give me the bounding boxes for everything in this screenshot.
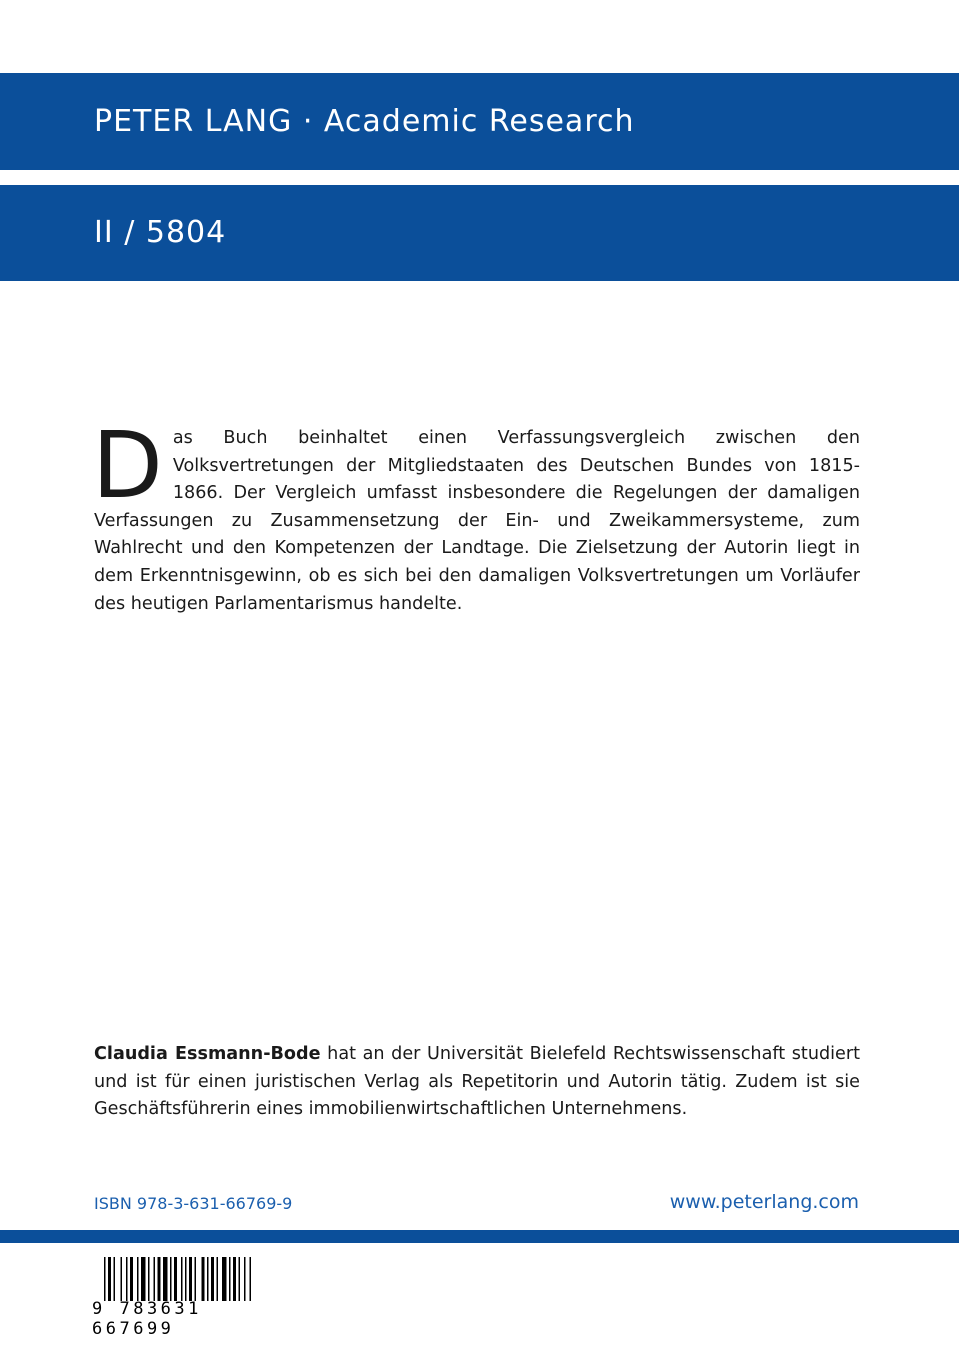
barcode-bar bbox=[174, 1257, 177, 1301]
barcode-bar bbox=[202, 1257, 205, 1301]
barcode-bar bbox=[126, 1257, 128, 1301]
barcode-bar bbox=[148, 1257, 150, 1301]
barcode-bar bbox=[217, 1257, 219, 1301]
barcode-bar bbox=[104, 1257, 106, 1301]
barcode-bar bbox=[181, 1257, 183, 1301]
website-link[interactable]: www.peterlang.com bbox=[669, 1191, 859, 1213]
barcode bbox=[92, 1257, 292, 1339]
barcode-bar bbox=[189, 1257, 192, 1301]
drop-cap: D bbox=[92, 412, 163, 519]
barcode-bar bbox=[244, 1257, 246, 1301]
author-name: Claudia Essmann-Bode bbox=[94, 1044, 321, 1064]
barcode-bar bbox=[137, 1257, 139, 1301]
barcode-bar bbox=[239, 1257, 241, 1301]
barcode-bar bbox=[170, 1257, 172, 1301]
barcode-bar bbox=[250, 1257, 252, 1301]
barcode-bar bbox=[130, 1257, 133, 1301]
series-banner bbox=[0, 73, 959, 170]
barcode-bar bbox=[195, 1257, 197, 1301]
barcode-digits: 9 783631 667699 bbox=[92, 1299, 202, 1339]
barcode-bar bbox=[185, 1257, 187, 1301]
barcode-bar bbox=[114, 1257, 116, 1301]
bottom-rule bbox=[0, 1230, 959, 1243]
bio-text: hat an der Universität Bielefeld Rechtswissenschaft studiert und ist für einen juristischen Verlag als Repetitorin und Autorin tätig. Zudem ist sie Geschäftsführerin eines immobilienwirtschaftlichen Unternehmens. bbox=[94, 1044, 860, 1120]
barcode-bar bbox=[108, 1257, 111, 1301]
barcode-bar bbox=[211, 1257, 214, 1301]
barcode-bar bbox=[154, 1257, 156, 1301]
barcode-bar bbox=[158, 1257, 161, 1301]
barcode-bars bbox=[104, 1257, 292, 1301]
abstract-paragraph bbox=[92, 412, 860, 618]
barcode-bar bbox=[229, 1257, 231, 1301]
barcode-bar bbox=[163, 1257, 168, 1301]
barcode-bar bbox=[121, 1257, 123, 1301]
barcode-bar bbox=[222, 1257, 227, 1301]
volume-banner bbox=[0, 185, 959, 281]
barcode-bar bbox=[233, 1257, 236, 1301]
abstract-text: as Buch beinhaltet einen Verfassungsvergleich zwischen den Volksvertretungen der Mitgliedstaaten des Deutschen Bundes von 1815-1866. Der Vergleich umfasst insbesondere die Regelungen der damaligen Verfassungen zu Zusammensetzung der Ein- und Zweikammersysteme, zum Wahlrecht und den Kompetenzen der Landtage. Die Zielsetzung der Autorin liegt in dem Erkenntnisgewinn, ob es sich bei den damaligen Volksvertretungen um Vorläufer des heutigen Parlamentarismus handelte. bbox=[94, 428, 860, 614]
series-title: PETER LANG · Academic Research bbox=[94, 104, 635, 139]
isbn-label: ISBN 978-3-631-66769-9 bbox=[94, 1194, 293, 1213]
barcode-bar bbox=[207, 1257, 209, 1301]
volume-number: II / 5804 bbox=[94, 215, 227, 250]
author-bio bbox=[94, 1041, 860, 1124]
barcode-bar bbox=[141, 1257, 146, 1301]
